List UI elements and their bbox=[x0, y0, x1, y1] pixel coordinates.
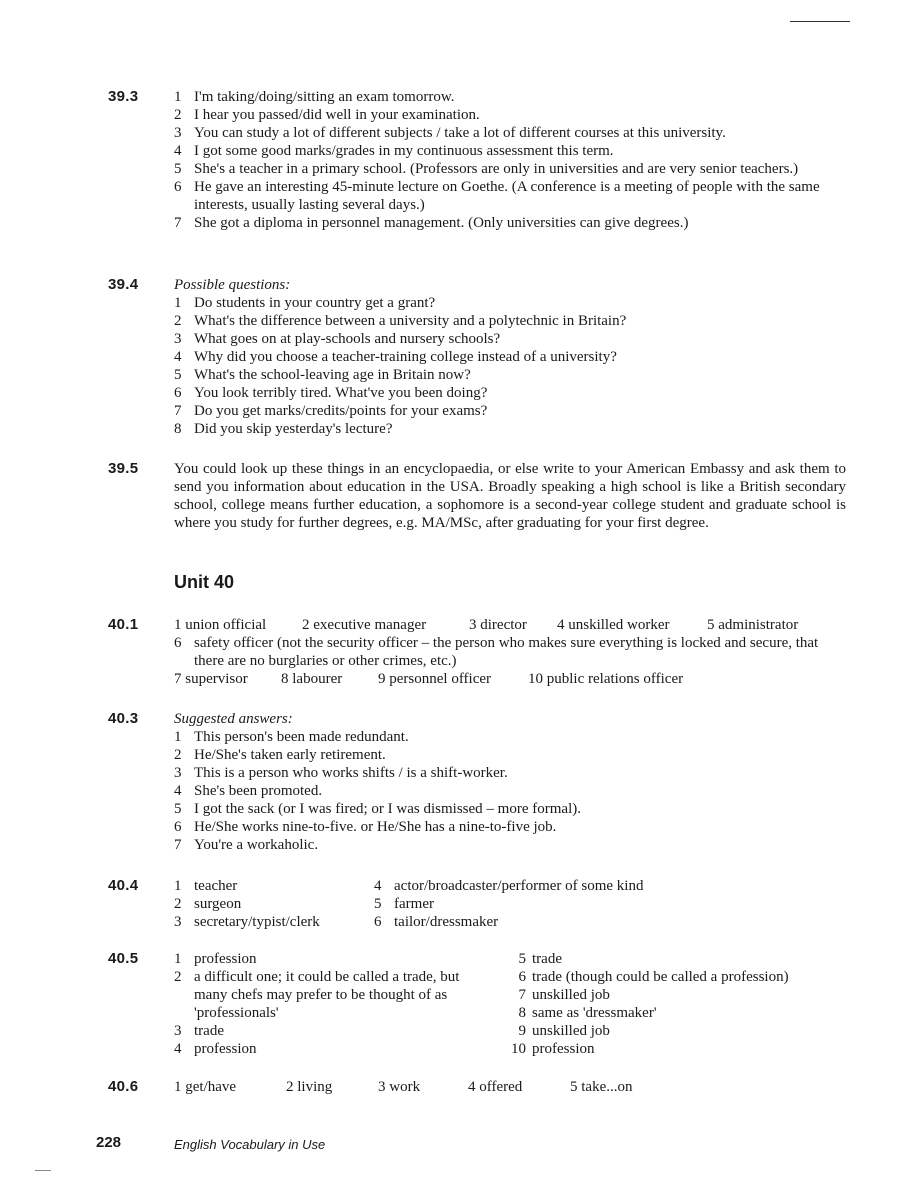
section-label: 39.5 bbox=[108, 460, 139, 477]
answer-row: 1 union official 2 executive manager 3 director 4 unskilled worker 5 administrator bbox=[174, 617, 799, 633]
list-item: 10 profession bbox=[511, 1041, 595, 1057]
list-item: 4 She's been promoted. bbox=[174, 783, 323, 799]
list-item: 8 same as 'dressmaker' bbox=[518, 1005, 657, 1021]
list-item: 4 actor/broadcaster/performer of some kind bbox=[374, 878, 644, 894]
list-item: 5 She's a teacher in a primary school. (Professors are only in universities and are very senior teachers.) bbox=[174, 161, 799, 177]
list-item: 5 What's the school-leaving age in Britain now? bbox=[174, 367, 471, 383]
answer-column-left bbox=[174, 950, 484, 1058]
section-intro: Suggested answers: bbox=[174, 711, 293, 727]
answer-list bbox=[174, 276, 846, 438]
list-item: 2 What's the difference between a university and a polytechnic in Britain? bbox=[174, 313, 627, 329]
list-item: 3 trade bbox=[174, 1023, 224, 1039]
answer-paragraph: You could look up these things in an encyclopaedia, or else write to your American Embassy and ask them to send you information about education in the USA. Broadly speaking a high school is like a British secondary school, college means further education, a sophomore is a second-year college student and graduate school is where you study for further degrees, e.g. MA/MSc, after graduating for your first degree. bbox=[174, 461, 846, 531]
section-label: 40.3 bbox=[108, 710, 139, 727]
section-label: 39.4 bbox=[108, 276, 139, 293]
answer-list bbox=[174, 710, 846, 854]
section-label: 40.4 bbox=[108, 877, 139, 894]
list-item: 6 tailor/dressmaker bbox=[374, 914, 499, 930]
list-item: 2 a difficult one; it could be called a trade, but many chefs may prefer to be thought of as 'professionals' bbox=[174, 969, 460, 1021]
list-item: 3 You can study a lot of different subjects / take a lot of different courses at this university. bbox=[174, 125, 726, 141]
answer-list bbox=[174, 616, 846, 688]
list-item: 1 teacher bbox=[174, 878, 238, 894]
section-intro: Possible questions: bbox=[174, 277, 291, 293]
list-item: 7 She got a diploma in personnel management. (Only universities can give degrees.) bbox=[174, 215, 689, 231]
list-item: 6 You look terribly tired. What've you been doing? bbox=[174, 385, 488, 401]
top-rule bbox=[790, 21, 850, 22]
list-item: 6 trade (though could be called a profession) bbox=[518, 969, 789, 985]
answer-row: 7 supervisor 8 labourer 9 personnel officer 10 public relations officer bbox=[174, 671, 684, 687]
page-number: 228 bbox=[96, 1134, 122, 1151]
list-item: 8 Did you skip yesterday's lecture? bbox=[174, 421, 393, 437]
list-item: 1 I'm taking/doing/sitting an exam tomorrow. bbox=[174, 89, 455, 105]
answer-list bbox=[174, 88, 846, 232]
list-item: 2 I hear you passed/did well in your examination. bbox=[174, 107, 480, 123]
answer-column-right bbox=[374, 877, 794, 931]
list-item: 3 secretary/typist/clerk bbox=[174, 914, 320, 930]
list-item: 1 Do students in your country get a grant? bbox=[174, 295, 436, 311]
answer-column-left bbox=[174, 877, 374, 931]
scan-mark bbox=[35, 1170, 51, 1171]
list-item: 4 Why did you choose a teacher-training college instead of a university? bbox=[174, 349, 617, 365]
list-item: 3 This is a person who works shifts / is a shift-worker. bbox=[174, 765, 508, 781]
list-item: 4 I got some good marks/grades in my continuous assessment this term. bbox=[174, 143, 614, 159]
list-item: 3 What goes on at play-schools and nursery schools? bbox=[174, 331, 501, 347]
list-item: 5 trade bbox=[518, 951, 562, 967]
section-label: 40.6 bbox=[108, 1078, 139, 1095]
book-title: English Vocabulary in Use bbox=[174, 1137, 326, 1152]
list-item: 6 He/She works nine-to-five. or He/She has a nine-to-five job. bbox=[174, 819, 557, 835]
answer-row: 1 get/have 2 living 3 work 4 offered 5 take...on bbox=[174, 1079, 633, 1095]
list-item: 4 profession bbox=[174, 1041, 257, 1057]
list-item: 1 This person's been made redundant. bbox=[174, 729, 409, 745]
list-item: 1 profession bbox=[174, 951, 257, 967]
list-item: 5 farmer bbox=[374, 896, 434, 912]
list-item: 9 unskilled job bbox=[518, 1023, 610, 1039]
list-item: 7 unskilled job bbox=[518, 987, 610, 1003]
list-item: 2 He/She's taken early retirement. bbox=[174, 747, 386, 763]
list-item: 7 You're a workaholic. bbox=[174, 837, 319, 853]
list-item: 5 I got the sack (or I was fired; or I was dismissed – more formal). bbox=[174, 801, 581, 817]
section-label: 39.3 bbox=[108, 88, 139, 105]
unit-heading: Unit 40 bbox=[174, 572, 235, 592]
list-item: 6 safety officer (not the security officer – the person who makes sure everything is locked and secure, that there are no burglaries or other crimes, etc.) bbox=[174, 635, 819, 669]
answer-column-right bbox=[510, 950, 880, 1058]
list-item: 6 He gave an interesting 45-minute lecture on Goethe. (A conference is a meeting of people with the same interests, usually lasting several days.) bbox=[174, 179, 820, 213]
section-label: 40.1 bbox=[108, 616, 139, 633]
list-item: 7 Do you get marks/credits/points for your exams? bbox=[174, 403, 488, 419]
section-label: 40.5 bbox=[108, 950, 139, 967]
list-item: 2 surgeon bbox=[174, 896, 242, 912]
